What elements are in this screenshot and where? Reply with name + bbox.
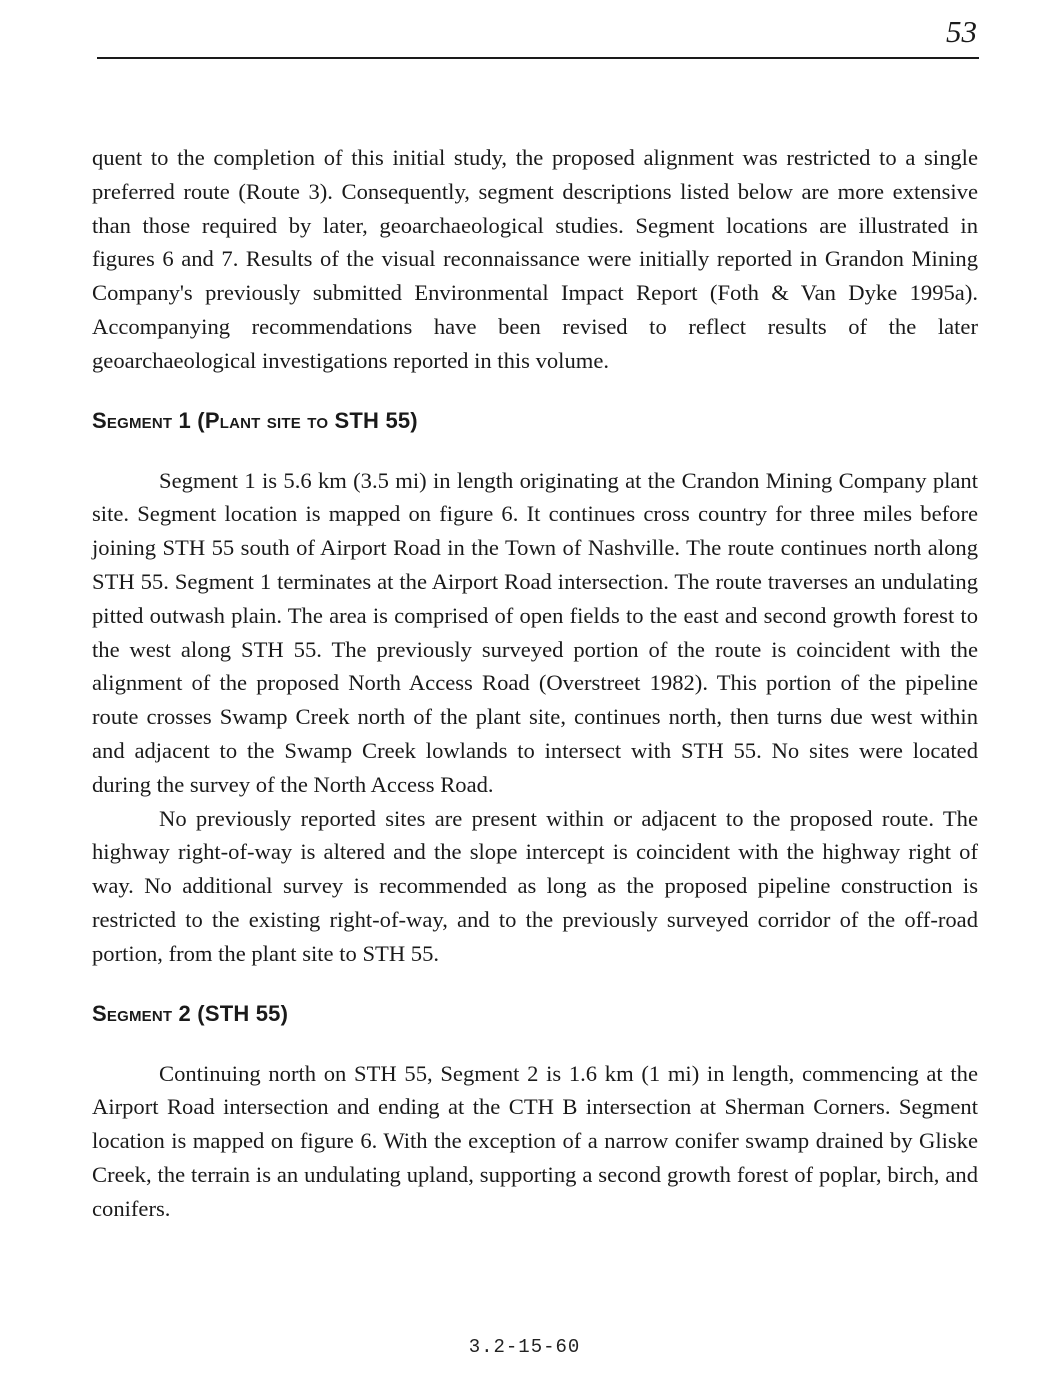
segment-2-heading: Segment 2 (STH 55) xyxy=(92,1000,289,1026)
document-code-footer: 3.2-15-60 xyxy=(468,1336,581,1358)
header-rule xyxy=(97,57,979,59)
page-number: 53 xyxy=(946,14,977,49)
segment-1-heading: Segment 1 (Plant site to STH 55) xyxy=(92,407,418,433)
intro-paragraph: quent to the completion of this initial study, the proposed alignment was restricted to a single preferred route (Route 3). Consequently, segment descriptions listed below are more extensive than those required by later, geoarchaeological studies. Segment locations are illustrated in figures 6 and 7. Results of the visual reconnaissance were initially reported in Grandon Mining Company's previously submitted Environmental Impact Report (Foth & Van Dyke 1995a). Accompanying recommendations have been revised to reflect results of the later geoarchaeological investigations reported in this volume. xyxy=(92,145,978,373)
segment-1-paragraph-2: No previously reported sites are present within or adjacent to the proposed route. The highway right-of-way is altered and the slope intercept is coincident with the highway right of way. No additional survey is recommended as long as the proposed pipeline construction is restricted to the existing right-of-way, and to the previously surveyed corridor of the off-road portion, from the plant site to STH 55. xyxy=(92,805,978,966)
segment-2-paragraph-1: Continuing north on STH 55, Segment 2 is 1.6 km (1 mi) in length, commencing at the Airport Road intersection and ending at the CTH B intersection at Sherman Corners. Segment location is mapped on figure 6. With the exception of a narrow conifer swamp drained by Gliske Creek, the terrain is an undulating upland, supporting a second growth forest of poplar, birch, and conifers. xyxy=(92,1060,978,1221)
segment-1-paragraph-1: Segment 1 is 5.6 km (3.5 mi) in length originating at the Crandon Mining Company plant site. Segment location is mapped on figure 6. It continues cross country for three miles before joining STH 55 south of Airport Road in the Town of Nashville. The route continues north along STH 55. Segment 1 terminates at the Airport Road intersection. The route traverses an undulating pitted outwash plain. The area is comprised of open fields to the east and second growth forest to the west along STH 55. The previously surveyed portion of the route is coincident with the alignment of the proposed North Access Road (Overstreet 1982). This portion of the pipeline route crosses Swamp Creek north of the plant site, continues north, then turns due west within and adjacent to the Swamp Creek lowlands to intersect with STH 55. No sites were located during the survey of the North Access Road. xyxy=(92,467,978,797)
page-body xyxy=(92,141,978,1226)
